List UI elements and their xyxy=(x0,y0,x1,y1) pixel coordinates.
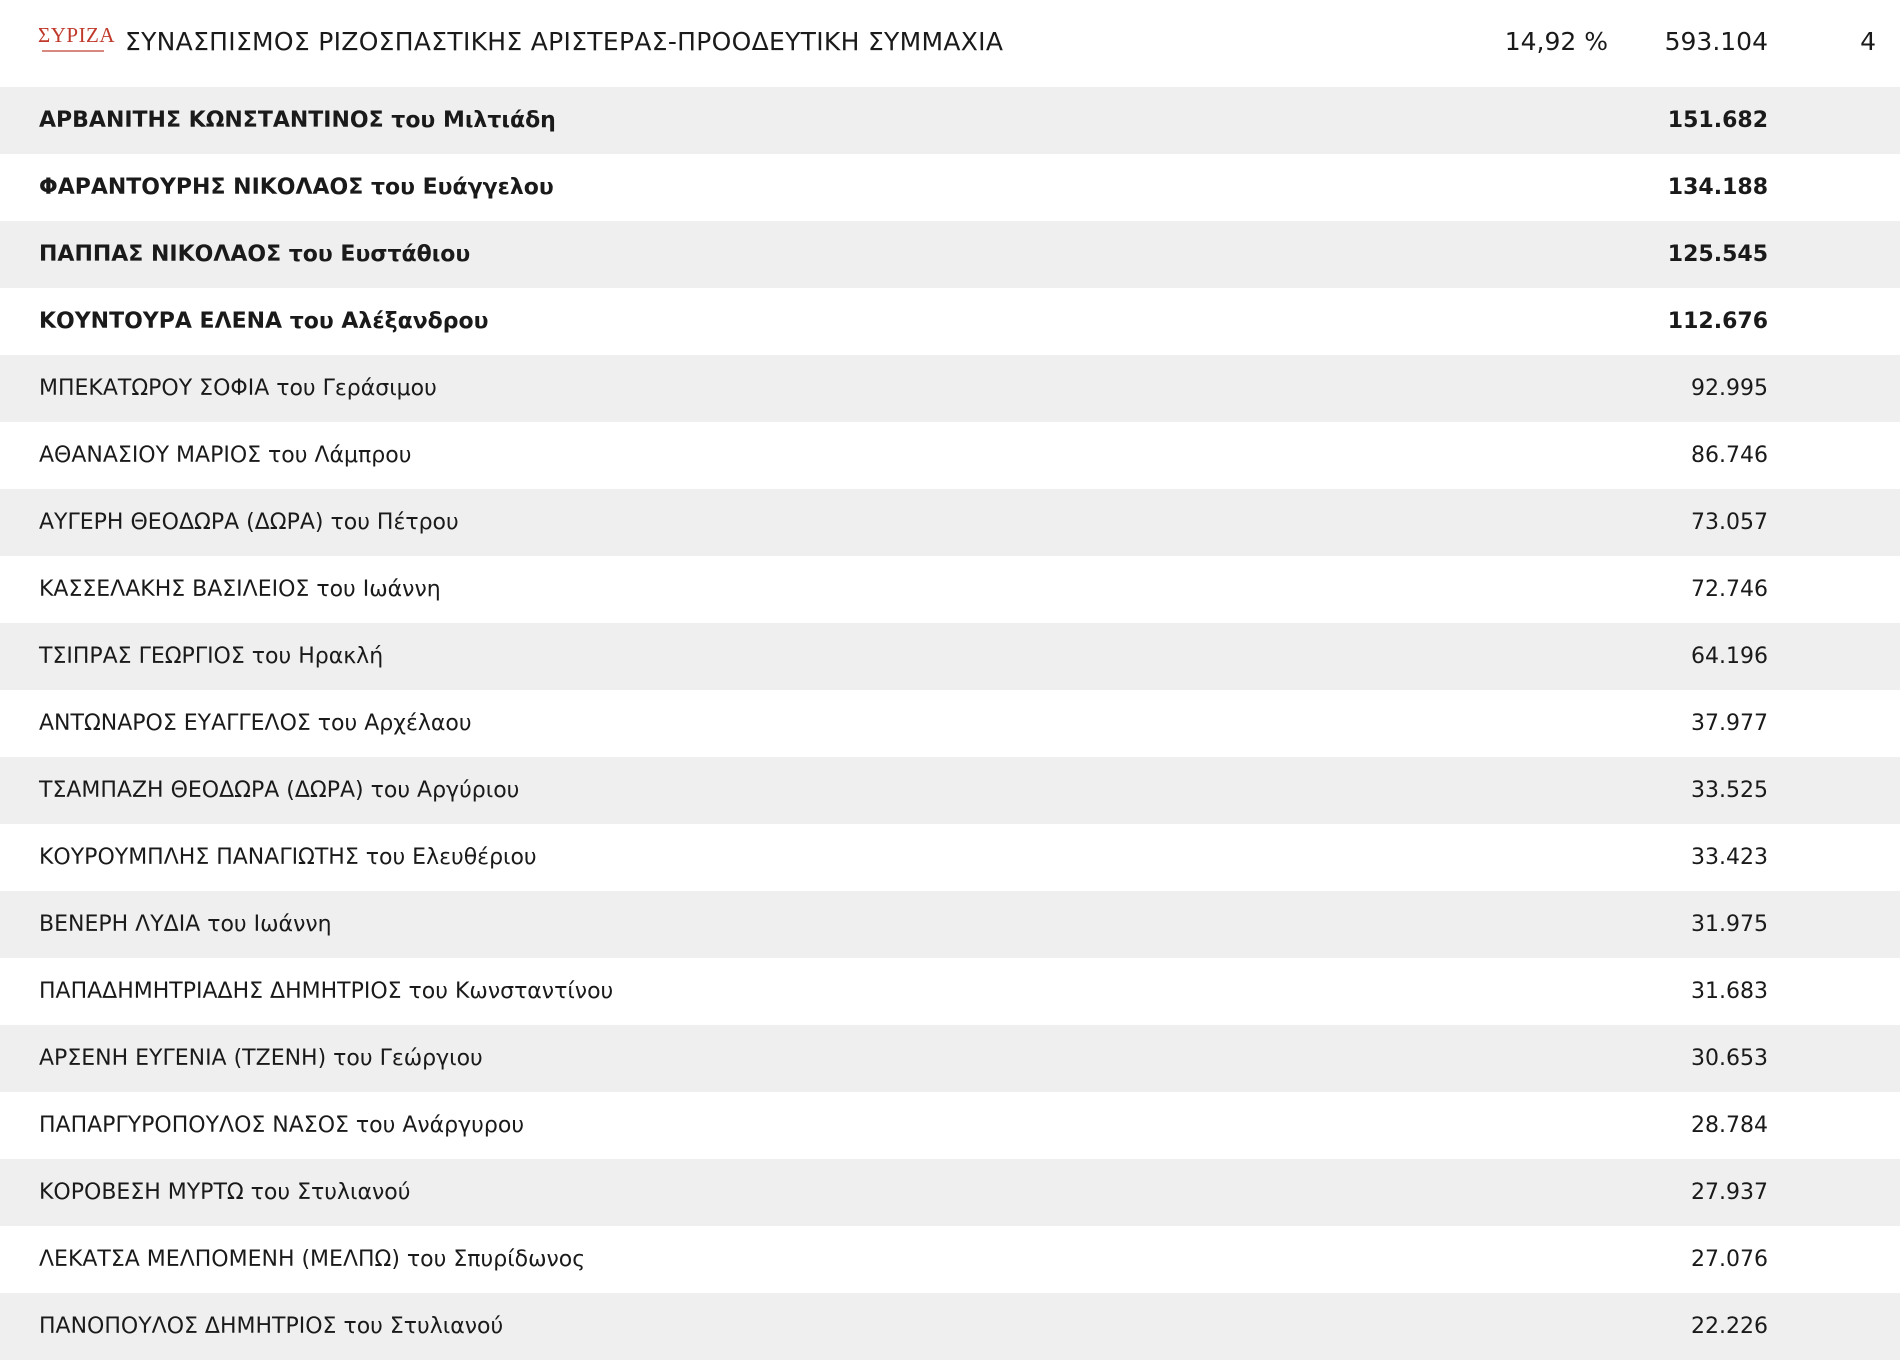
candidate-votes: 28.784 xyxy=(1691,1113,1768,1138)
party-logo xyxy=(38,22,116,56)
candidate-votes: 31.683 xyxy=(1691,979,1768,1004)
candidate-row xyxy=(0,1092,1900,1159)
candidate-name: ΦΑΡΑΝΤΟΥΡΗΣ ΝΙΚΟΛΑΟΣ του Ευάγγελου xyxy=(39,175,554,200)
candidate-name: ΛΕΚΑΤΣΑ ΜΕΛΠΟΜΕΝΗ (ΜΕΛΠΩ) του Σπυρίδωνος xyxy=(39,1247,586,1272)
candidate-votes: 37.977 xyxy=(1691,711,1768,736)
candidate-row xyxy=(0,690,1900,757)
candidate-votes: 31.975 xyxy=(1691,912,1768,937)
candidate-name: ΚΑΣΣΕΛΑΚΗΣ ΒΑΣΙΛΕΙΟΣ του Ιωάννη xyxy=(39,577,441,602)
candidate-row xyxy=(0,288,1900,355)
candidate-votes: 92.995 xyxy=(1691,376,1768,401)
candidate-name: ΑΘΑΝΑΣΙΟΥ ΜΑΡΙΟΣ του Λάμπρου xyxy=(39,443,412,468)
candidate-list xyxy=(0,87,1900,1360)
candidate-votes: 33.525 xyxy=(1691,778,1768,803)
party-header-row xyxy=(0,0,1900,84)
candidate-name: ΚΟΡΟΒΕΣΗ ΜΥΡΤΩ του Στυλιανού xyxy=(39,1180,411,1205)
candidate-row xyxy=(0,757,1900,824)
candidate-name: ΠΑΠΑΡΓΥΡΟΠΟΥΛΟΣ ΝΑΣΟΣ του Ανάργυρου xyxy=(39,1113,525,1138)
party-percentage: 14,92 % xyxy=(1504,27,1608,56)
candidate-votes: 112.676 xyxy=(1667,309,1768,334)
candidate-votes: 30.653 xyxy=(1691,1046,1768,1071)
candidate-row xyxy=(0,355,1900,422)
candidate-votes: 64.196 xyxy=(1691,644,1768,669)
party-seats: 4 xyxy=(1860,27,1876,56)
candidate-votes: 125.545 xyxy=(1667,242,1768,267)
party-votes: 593.104 xyxy=(1664,27,1768,56)
party-logo-underline xyxy=(42,50,104,52)
candidate-votes: 86.746 xyxy=(1691,443,1768,468)
candidate-row xyxy=(0,422,1900,489)
candidate-votes: 27.076 xyxy=(1691,1247,1768,1272)
candidate-row xyxy=(0,1159,1900,1226)
candidate-name: ΠΑΠΑΔΗΜΗΤΡΙΑΔΗΣ ΔΗΜΗΤΡΙΟΣ του Κωνσταντίνου xyxy=(39,979,614,1004)
candidate-votes: 33.423 xyxy=(1691,845,1768,870)
candidate-row xyxy=(0,221,1900,288)
candidate-votes: 134.188 xyxy=(1667,175,1768,200)
candidate-name: ΒΕΝΕΡΗ ΛΥΔΙΑ του Ιωάννη xyxy=(39,912,332,937)
candidate-row xyxy=(0,623,1900,690)
candidate-votes: 73.057 xyxy=(1691,510,1768,535)
candidate-name: ΑΥΓΕΡΗ ΘΕΟΔΩΡΑ (ΔΩΡΑ) του Πέτρου xyxy=(39,510,459,535)
candidate-name: ΤΣΙΠΡΑΣ ΓΕΩΡΓΙΟΣ του Ηρακλή xyxy=(39,644,384,669)
candidate-votes: 27.937 xyxy=(1691,1180,1768,1205)
candidate-row xyxy=(0,1293,1900,1360)
candidate-votes: 151.682 xyxy=(1667,108,1768,133)
candidate-row xyxy=(0,1226,1900,1293)
candidate-name: ΤΣΑΜΠΑΖΗ ΘΕΟΔΩΡΑ (ΔΩΡΑ) του Αργύριου xyxy=(39,778,520,803)
candidate-name: ΚΟΥΝΤΟΥΡΑ ΕΛΕΝΑ του Αλέξανδρου xyxy=(39,309,489,334)
candidate-row xyxy=(0,1025,1900,1092)
candidate-row xyxy=(0,891,1900,958)
party-name: ΣΥΝΑΣΠΙΣΜΟΣ ΡΙΖΟΣΠΑΣΤΙΚΗΣ ΑΡΙΣΤΕΡΑΣ-ΠΡΟΟΔΕΥΤΙΚΗ ΣΥΜΜΑΧΙΑ xyxy=(125,27,1004,56)
candidate-name: ΑΡΣΕΝΗ ΕΥΓΕΝΙΑ (ΤΖΕΝΗ) του Γεώργιου xyxy=(39,1046,483,1071)
candidate-votes: 22.226 xyxy=(1691,1314,1768,1339)
candidate-row xyxy=(0,489,1900,556)
candidate-name: ΑΡΒΑΝΙΤΗΣ ΚΩΝΣΤΑΝΤΙΝΟΣ του Μιλτιάδη xyxy=(39,108,556,133)
candidate-name: ΑΝΤΩΝΑΡΟΣ ΕΥΑΓΓΕΛΟΣ του Αρχέλαου xyxy=(39,711,472,736)
candidate-row xyxy=(0,824,1900,891)
candidate-name: ΠΑΠΠΑΣ ΝΙΚΟΛΑΟΣ του Ευστάθιου xyxy=(39,242,471,267)
candidate-name: ΚΟΥΡΟΥΜΠΛΗΣ ΠΑΝΑΓΙΩΤΗΣ του Ελευθέριου xyxy=(39,845,537,870)
candidate-votes: 72.746 xyxy=(1691,577,1768,602)
party-logo-text: ΣΥΡΙΖΑ xyxy=(38,23,116,47)
candidate-name: ΜΠΕΚΑΤΩΡΟΥ ΣΟΦΙΑ του Γεράσιμου xyxy=(39,376,437,401)
candidate-name: ΠΑΝΟΠΟΥΛΟΣ ΔΗΜΗΤΡΙΟΣ του Στυλιανού xyxy=(39,1314,504,1339)
candidate-row xyxy=(0,87,1900,154)
candidate-row xyxy=(0,958,1900,1025)
candidate-row xyxy=(0,556,1900,623)
candidate-row xyxy=(0,154,1900,221)
